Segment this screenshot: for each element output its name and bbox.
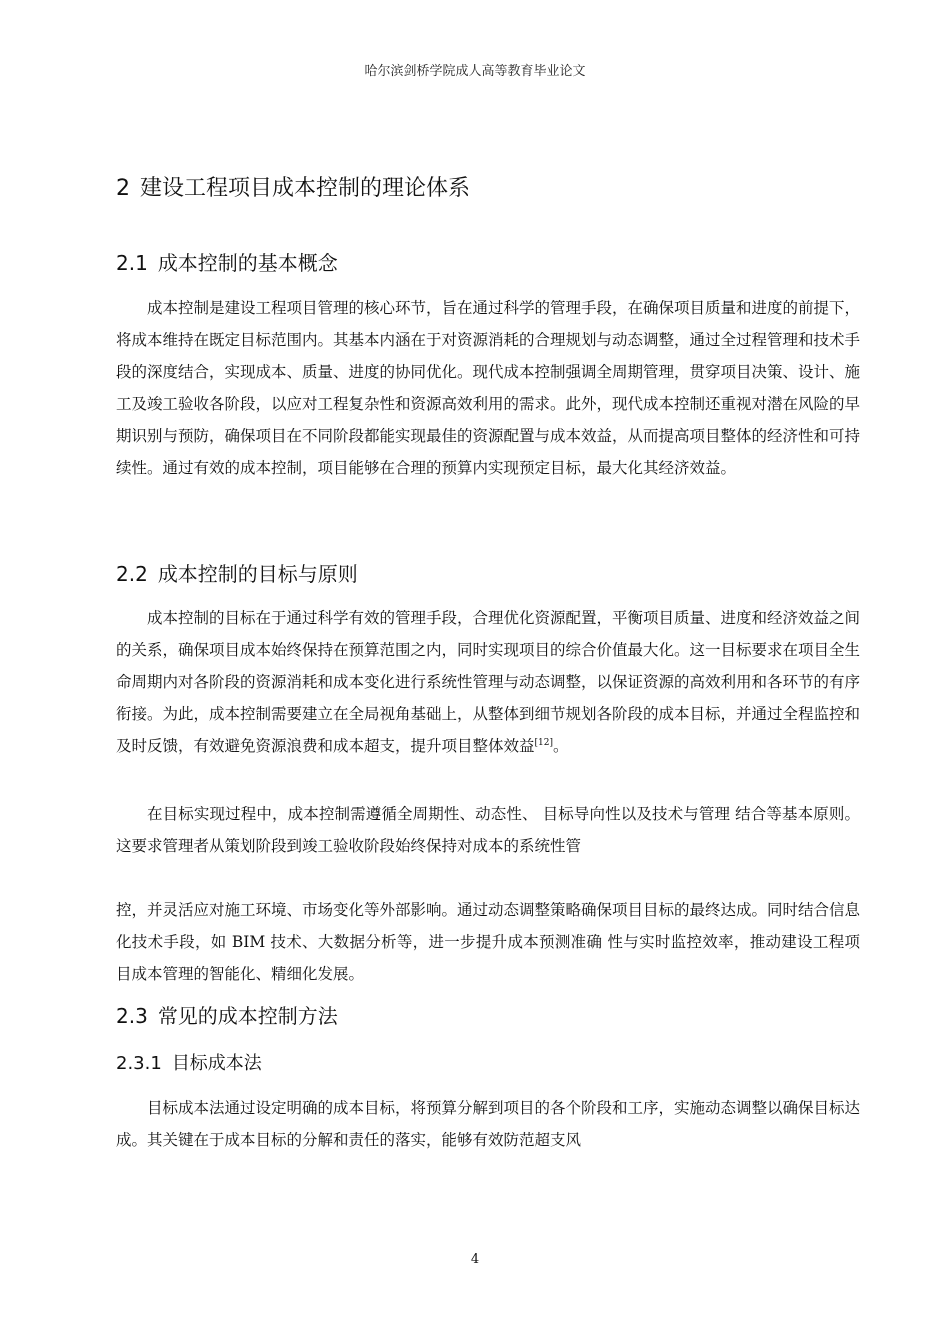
section-heading-2-3 [116,1002,338,1030]
subsection-title: 目标成本法 [171,1053,262,1074]
section-heading-2-1 [116,249,338,277]
subsection-number: 2.3.1 [116,1053,162,1074]
chapter-heading [116,174,470,204]
section-title: 常见的成本控制方法 [157,1004,338,1028]
chapter-number: 2 [116,176,130,201]
paragraph-2-2-c: 控，并灵活应对施工环境、市场变化等外部影响。通过动态调整策略确保项目目标的最终达成。同时结合信息化技术手段，如 BIM 技术、大数据分析等，进一步提升成本预测准确 性与实时监控效率，推动建设工程项目成本管理的智能化、精细化发展。 [116,901,861,983]
paragraph-text-tail: 。 [553,737,569,755]
section-title: 成本控制的基本概念 [157,251,338,275]
paragraph-2-3-1: 目标成本法通过设定明确的成本目标，将预算分解到项目的各个阶段和工序，实施动态调整以确保目标达成。其关键在于成本目标的分解和责任的落实，能够有效防范超支风 [116,1099,861,1149]
section-title: 成本控制的目标与原则 [157,562,358,586]
page-number: 4 [470,1252,480,1267]
paragraph-2-2-a [116,602,860,762]
chapter-title: 建设工程项目成本控制的理论体系 [140,176,471,201]
subsection-heading-2-3-1 [116,1051,262,1077]
section-number: 2.2 [116,562,148,586]
paragraph-2-1: 成本控制是建设工程项目管理的核心环节，旨在通过科学的管理手段，在确保项目质量和进度的前提下，将成本维持在既定目标范围内。其基本内涵在于对资源消耗的合理规划与动态调整，通过全过程管理和技术手段的深度结合，实现成本、质量、进度的协同优化。现代成本控制强调全周期管理，贯穿项目决策、设计、施工及竣工验收各阶段，以应对工程复杂性和资源高效利用的需求。此外，现代成本控制还重视对潜在风险的早期识别与预防，确保项目在不同阶段都能实现最佳的资源配置与成本效益，从而提高项目整体的经济性和可持续性。通过有效的成本控制，项目能够在合理的预算内实现预定目标，最大化其经济效益。 [116,299,861,477]
paragraph-2-2-b: 在目标实现过程中，成本控制需遵循全周期性、动态性、 目标导向性以及技术与管理 结合等基本原则。这要求管理者从策划阶段到竣工验收阶段始终保持对成本的系统性管 [116,805,860,855]
paragraph-text: 成本控制的目标在于通过科学有效的管理手段，合理优化资源配置，平衡项目质量、进度和经济效益之间的关系，确保项目成本始终保持在预算范围之内，同时实现项目的综合价值最大化。这一目标要求在项目全生命周期内对各阶段的资源消耗和成本变化进行系统性管理与动态调整，以保证资源的高效利用和各环节的有序衔接。为此，成本控制需要建立在全局视角基础上，从整体到细节规划各阶段的成本目标，并通过全程监控和及时反馈，有效避免资源浪费和成本超支，提升项目整体效益 [116,609,861,755]
section-number: 2.1 [116,251,148,275]
section-heading-2-2 [116,560,358,588]
citation-ref: [12] [534,738,553,748]
page-header: 哈尔滨剑桥学院成人高等教育毕业论文 [364,64,586,79]
section-number: 2.3 [116,1004,148,1028]
